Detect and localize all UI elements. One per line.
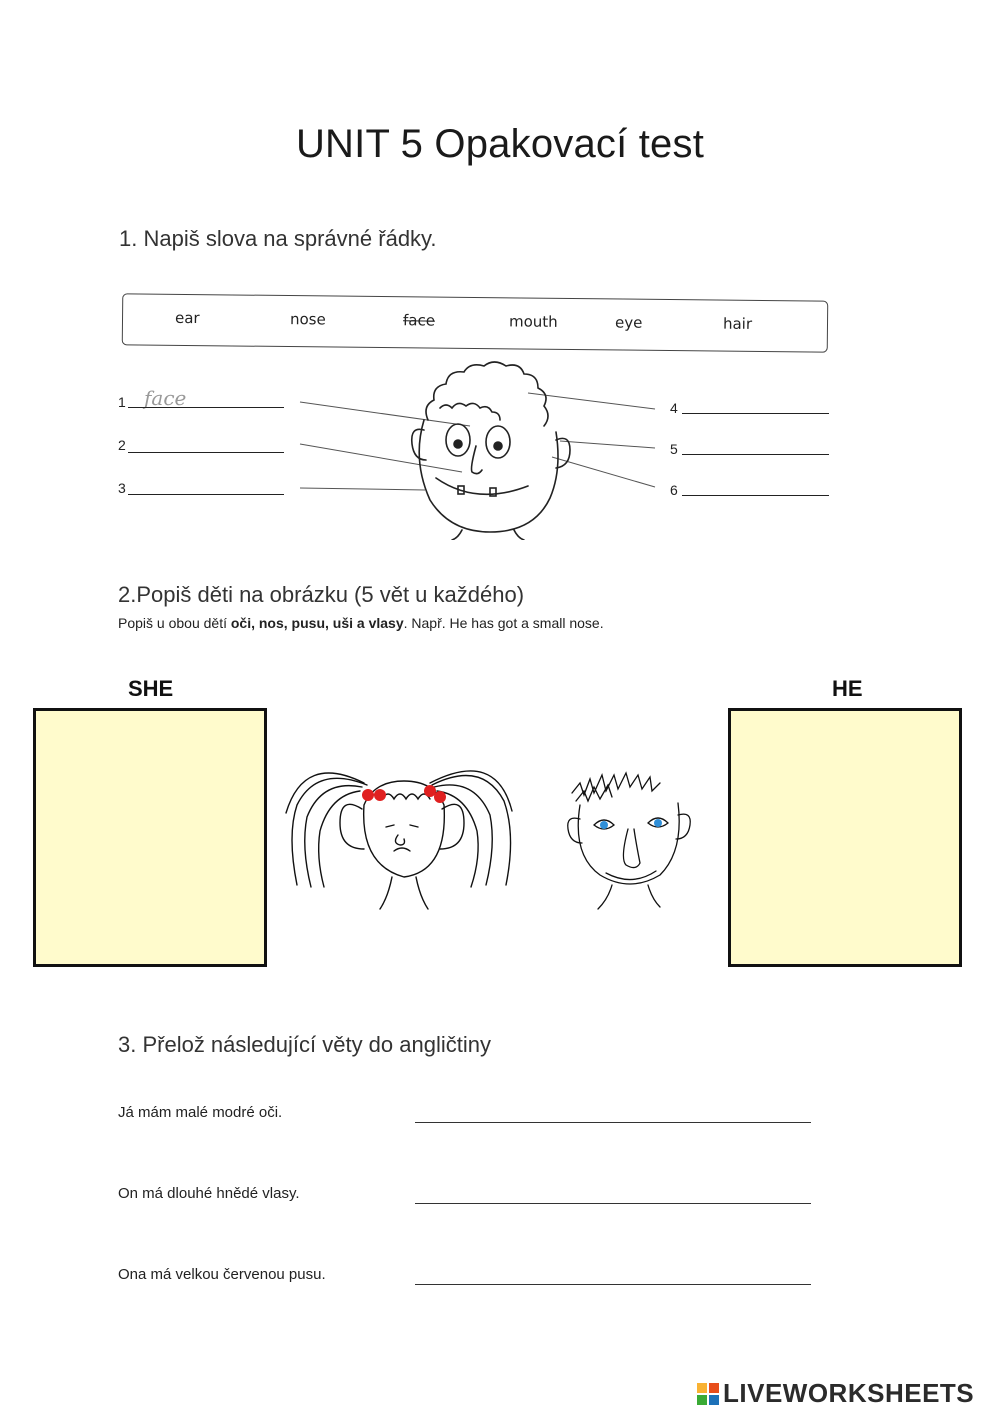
translation-sentence-1: Já mám malé modré oči. <box>118 1104 283 1121</box>
she-label: SHE <box>128 676 174 701</box>
word-mouth: mouth <box>508 312 558 331</box>
word-nose: nose <box>289 310 326 329</box>
translation-sentence-2: On má dlouhé hnědé vlasy. <box>118 1185 300 1202</box>
he-label: HE <box>832 676 863 701</box>
answer-line-6[interactable] <box>682 495 829 496</box>
answer-number-4: 4 <box>670 400 678 416</box>
logo-text: LIVEWORKSHEETS <box>723 1378 975 1408</box>
he-answer-box[interactable] <box>728 708 962 967</box>
answer-line-1[interactable] <box>128 407 284 408</box>
word-hair: hair <box>722 314 753 333</box>
logo-icon <box>697 1383 719 1405</box>
girl-illustration <box>282 755 532 915</box>
boy-illustration <box>560 765 700 915</box>
word-ear: ear <box>174 308 200 328</box>
instruction-bold: oči, nos, pusu, uši a vlasy <box>230 615 404 631</box>
answer-line-5[interactable] <box>682 454 829 455</box>
translation-line-1[interactable] <box>415 1122 811 1123</box>
she-answer-box[interactable] <box>33 708 267 967</box>
translation-line-2[interactable] <box>415 1203 811 1204</box>
instruction-pre: Popiš u obou dětí <box>118 615 231 631</box>
example-answer: face <box>144 386 187 410</box>
liveworksheets-logo <box>697 1378 974 1409</box>
answer-number-5: 5 <box>670 441 678 457</box>
page-title: UNIT 5 Opakovací test <box>295 122 705 166</box>
answer-line-2[interactable] <box>128 452 284 453</box>
section2-instruction <box>118 615 604 631</box>
answer-number-1: 1 <box>118 394 126 410</box>
section3-heading: 3. Přelož následující věty do angličtiny <box>118 1032 491 1057</box>
translation-line-3[interactable] <box>415 1284 811 1285</box>
answer-number-2: 2 <box>118 437 126 453</box>
answer-number-6: 6 <box>670 482 678 498</box>
word-face: face <box>402 311 436 330</box>
answer-line-3[interactable] <box>128 494 284 495</box>
instruction-post: . Např. He has got a small nose. <box>403 615 604 631</box>
section1-heading: 1. Napiš slova na správné řádky. <box>119 226 437 251</box>
answer-number-3: 3 <box>118 480 126 496</box>
word-bank <box>122 293 829 352</box>
face-illustration <box>290 360 690 540</box>
word-eye: eye <box>614 313 643 332</box>
answer-line-4[interactable] <box>682 413 829 414</box>
section2-heading: 2.Popiš děti na obrázku (5 vět u každého) <box>118 582 525 607</box>
translation-sentence-3: Ona má velkou červenou pusu. <box>118 1266 326 1283</box>
